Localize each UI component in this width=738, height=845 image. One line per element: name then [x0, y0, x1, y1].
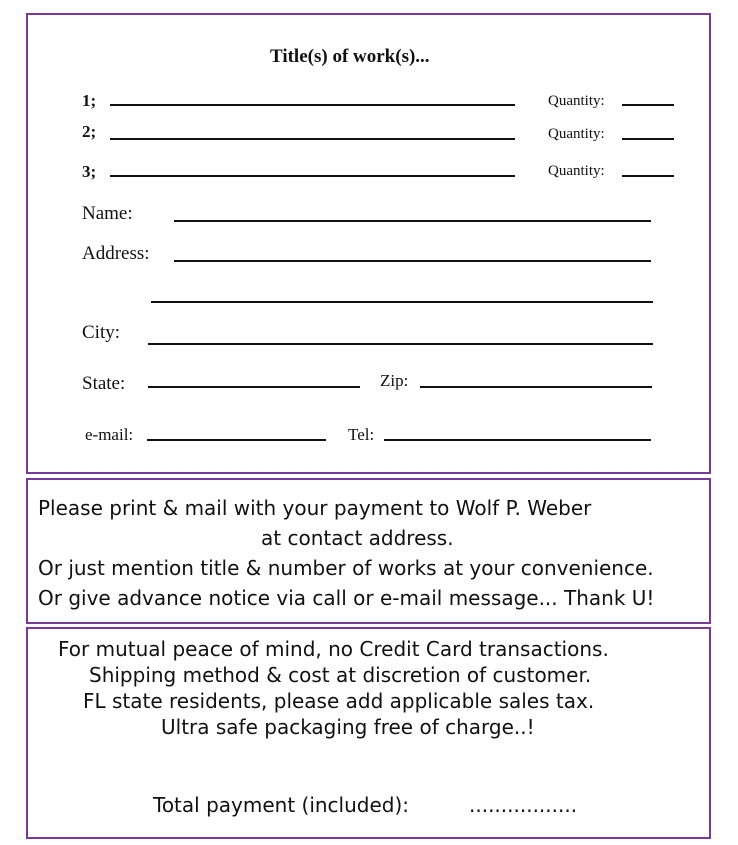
payment-note-line-3: FL state residents, please add applicable sales tax.: [83, 689, 595, 713]
item-number-1: 1;: [82, 91, 97, 110]
mail-instructions-panel: [26, 478, 711, 624]
quantity-field-1[interactable]: [622, 104, 674, 106]
item-number-2: 2;: [82, 122, 97, 141]
city-label: City:: [82, 322, 121, 343]
payment-note-line-1: For mutual peace of mind, no Credit Card transactions.: [58, 637, 609, 661]
email-field[interactable]: [147, 439, 326, 441]
name-field[interactable]: [174, 220, 651, 222]
title-field-3[interactable]: [110, 175, 515, 177]
payment-notes-panel: [26, 627, 711, 839]
state-label: State:: [82, 373, 126, 394]
form-title: Title(s) of work(s)...: [270, 46, 430, 67]
tel-field[interactable]: [384, 439, 651, 441]
zip-field[interactable]: [420, 386, 652, 388]
tel-label: Tel:: [348, 425, 375, 444]
address-field-line-1[interactable]: [174, 260, 651, 262]
quantity-label-2: Quantity:: [548, 126, 605, 142]
order-form-panel: [26, 13, 711, 474]
mail-instruction-line-2: at contact address.: [261, 526, 454, 550]
quantity-field-3[interactable]: [622, 175, 674, 177]
mail-instruction-line-4: Or give advance notice via call or e-mail message... Thank U!: [38, 586, 655, 610]
quantity-label-1: Quantity:: [548, 93, 605, 109]
address-label: Address:: [82, 243, 150, 264]
quantity-field-2[interactable]: [622, 138, 674, 140]
city-field[interactable]: [148, 343, 653, 345]
quantity-label-3: Quantity:: [548, 163, 605, 179]
zip-label: Zip:: [380, 371, 409, 390]
total-payment-label: Total payment (included):: [153, 793, 410, 817]
mail-instruction-line-1: Please print & mail with your payment to Wolf P. Weber: [38, 496, 592, 520]
name-label: Name:: [82, 203, 133, 224]
email-label: e-mail:: [85, 425, 134, 444]
item-number-3: 3;: [82, 162, 97, 181]
state-field[interactable]: [148, 386, 360, 388]
title-field-1[interactable]: [110, 104, 515, 106]
payment-note-line-2: Shipping method & cost at discretion of customer.: [89, 663, 592, 687]
title-field-2[interactable]: [110, 138, 515, 140]
payment-note-line-4: Ultra safe packaging free of charge..!: [161, 715, 535, 739]
total-payment-field[interactable]: .................: [469, 793, 578, 817]
mail-instruction-line-3: Or just mention title & number of works at your convenience.: [38, 556, 654, 580]
address-field-line-2[interactable]: [151, 301, 653, 303]
